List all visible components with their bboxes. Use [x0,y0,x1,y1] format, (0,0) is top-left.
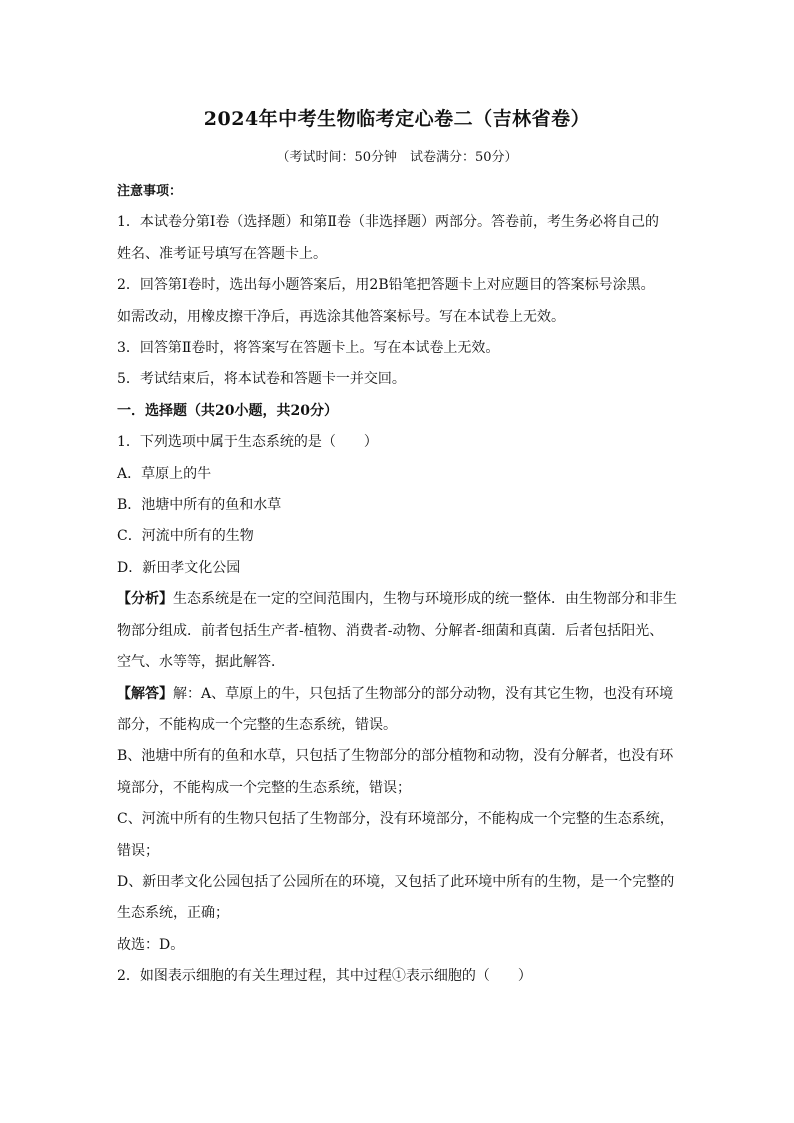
question-1-option-c: C．河流中所有的生物 [117,528,254,545]
solution-line: B、池塘中所有的鱼和水草，只包括了生物部分的部分植物和动物，没有分解者，也没有环 [117,748,674,765]
notes-line: 3．回答第Ⅱ卷时，将答案写在答题卡上。写在本试卷上无效。 [117,340,500,357]
question-1-option-a: A．草原上的牛 [117,465,212,482]
notes-line: 如需改动，用橡皮擦干净后，再选涂其他答案标号。写在本试卷上无效。 [117,308,565,325]
solution-line: 境部分，不能构成一个完整的生态系统，错误； [117,779,411,796]
solution-line: 故选：D。 [117,936,185,953]
solution-line: 生态系统，正确； [117,905,229,922]
solution-tag: 【解答】 [117,685,173,702]
exam-info: （考试时间：50分钟 试卷满分：50分） [276,150,518,165]
solution-line: 错误； [117,842,159,859]
analysis-text: 生态系统是在一定的空间范围内，生物与环境形成的统一整体．由生物部分和非生 [173,591,677,608]
analysis-tag: 【分析】 [117,591,173,608]
solution-text: 解：A、草原上的牛，只包括了生物部分的部分动物，没有其它生物，也没有环境 [173,685,674,702]
notes-line: 2．回答第Ⅰ卷时，选出每小题答案后，用2B铅笔把答题卡上对应题目的答案标号涂黑。 [117,277,655,294]
notes-heading: 注意事项： [117,184,183,199]
solution-line: 部分，不能构成一个完整的生态系统，错误。 [117,716,397,733]
exam-body [117,176,687,993]
notes-line: 姓名、准考证号填写在答题卡上。 [117,245,327,262]
question-1-option-d: D．新田孝文化公园 [117,559,241,576]
section-heading: 一．选择题（共20小题，共20分） [117,402,338,419]
question-2-stem: 2．如图表示细胞的有关生理过程，其中过程①表示细胞的（ ） [117,968,532,985]
question-1-option-b: B．池塘中所有的鱼和水草 [117,497,282,514]
page-title: 2024年中考生物临考定心卷二（吉林省卷） [203,108,591,130]
solution-line [117,679,687,710]
analysis-line [117,584,687,615]
solution-line: C、河流中所有的生物只包括了生物部分，没有环境部分，不能构成一个完整的生态系统， [117,811,674,828]
analysis-line: 物部分组成．前者包括生产者-植物、消费者-动物、分解者-细菌和真菌．后者包括阳光、 [117,622,664,639]
notes-line: 1．本试卷分第Ⅰ卷（选择题）和第Ⅱ卷（非选择题）两部分。答卷前，考生务必将自己的 [117,214,659,231]
notes-line: 5．考试结束后，将本试卷和答题卡一并交回。 [117,371,406,388]
solution-line: D、新田孝文化公园包括了公园所在的环境，又包括了此环境中所有的生物，是一个完整的 [117,873,675,890]
question-1-stem: 1．下列选项中属于生态系统的是（ ） [117,434,378,451]
analysis-line: 空气、水等等，据此解答． [117,654,285,671]
